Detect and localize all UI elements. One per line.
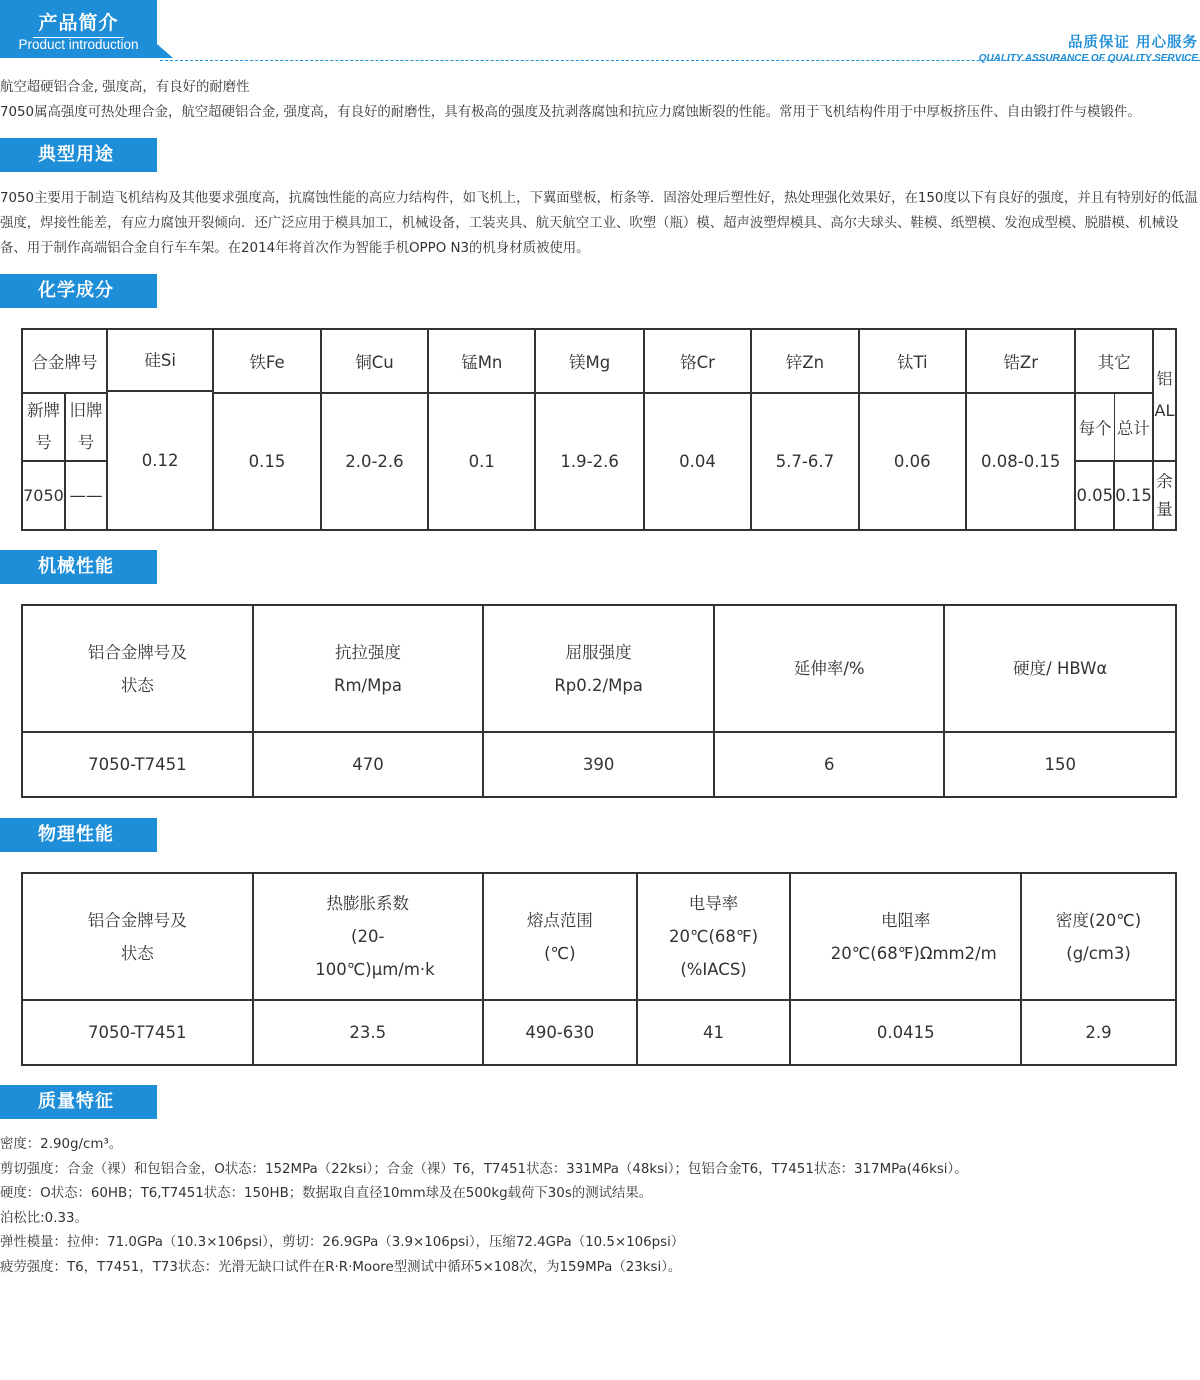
element-zr: 锆Zr [966,329,1075,393]
al-header: 铝AL [1153,329,1176,461]
value-fe: 0.15 [213,393,320,530]
value-cr: 0.04 [644,393,751,530]
chem-table [21,328,1177,531]
phys-value-expansion: 23.5 [253,1000,483,1065]
value-si: 0.12 [141,451,179,470]
element-mn: 锰Mn [428,329,535,393]
other-each-header: 每个 [1075,393,1114,461]
phys-header-expansion: 热膨胀系数(20-100℃)μm/m·k [253,873,483,1000]
phys-value-grade: 7050-T7451 [22,1000,253,1065]
intro-line-2: 7050属高强度可热处理合金，航空超硬铝合金, 强度高，有良好的耐磨性，具有极高的强度及抗剥落腐蚀和抗应力腐蚀断裂的性能。常用于飞机结构件用于中厚板挤压件、自由锻打件与模锻件。 [0,105,1141,120]
section-title-chem: 化学成分 [0,274,157,308]
element-mg: 镁Mg [535,329,643,393]
mech-value-yield: 390 [483,732,714,797]
phys-table [21,872,1177,1066]
other-header: 其它 [1075,329,1153,393]
element-fe: 铁Fe [213,329,320,393]
mech-value-elongation: 6 [714,732,945,797]
title-arrow-decoration [157,44,173,58]
mech-value-hardness: 150 [944,732,1176,797]
element-cr: 铬Cr [644,329,751,393]
intro-title-en: Product introduction [18,37,139,52]
element-ti: 钛Ti [859,329,966,393]
mech-value-grade: 7050-T7451 [22,732,253,797]
other-total-header: 总计 [1114,393,1153,461]
quality-line: 疲劳强度：T6，T7451，T73状态：光滑无缺口试件在R·R·Moore型测试中循环5×108次，为159MPa（23ksi）。 [0,1260,682,1275]
value-zr: 0.08-0.15 [966,393,1075,530]
value-mn: 0.1 [428,393,535,530]
phys-header-conductivity: 电导率20℃(68℉)(%IACS) [637,873,791,1000]
new-grade-header: 新牌号 [22,393,65,461]
mech-header-yield: 屈服强度Rp0.2/Mpa [483,605,714,732]
page-header [0,0,1200,64]
phys-header-melting: 熔点范围(℃) [483,873,637,1000]
grade-value: 7050 [22,461,65,530]
element-cu: 铜Cu [321,329,428,393]
value-mg: 1.9-2.6 [535,393,643,530]
other-each-value: 0.05 [1075,461,1114,530]
element-header [107,329,213,530]
slogan [979,31,1198,64]
phys-header-density: 密度(20℃)(g/cm3) [1021,873,1176,1000]
phys-value-conductivity: 41 [637,1000,791,1065]
mech-header-hardness: 硬度/ HBWα [944,605,1176,732]
other-total-value: 0.15 [1114,461,1153,530]
phys-header-grade: 铝合金牌号及状态 [22,873,253,1000]
intro-title-cn: 产品简介 [0,8,157,35]
mech-header-tensile: 抗拉强度Rm/Mpa [253,605,484,732]
phys-value-resistivity: 0.0415 [790,1000,1021,1065]
quality-line: 硬度：O状态：60HB；T6,T7451状态：150HB；数据取自直径10mm球及在500kg载荷下30s的测试结果。 [0,1186,653,1201]
phys-value-density: 2.9 [1021,1000,1176,1065]
quality-line: 密度：2.90g/cm³。 [0,1137,123,1152]
old-grade-value: —— [65,461,107,530]
mech-header-elongation: 延伸率/% [714,605,945,732]
section-title-usage: 典型用途 [0,138,157,172]
value-ti: 0.06 [859,393,966,530]
slogan-cn: 品质保证 用心服务 [1067,35,1198,51]
mech-value-tensile: 470 [253,732,484,797]
quality-line: 弹性模量：拉伸：71.0GPa（10.3×106psi），剪切：26.9GPa（3.9×106psi），压缩72.4GPa（10.5×106psi） [0,1235,685,1250]
section-title-mech: 机械性能 [0,550,157,584]
slogan-en: QUALITY ASSURANCE OF QUALITY SERVICE [978,53,1198,64]
quality-line: 泊松比:0.33。 [0,1211,88,1226]
value-zn: 5.7-6.7 [751,393,858,530]
mech-table [21,604,1177,798]
section-title-phys: 物理性能 [0,818,157,852]
quality-line: 剪切强度：合金（裸）和包铝合金，O状态：152MPa（22ksi）；合金（裸）T6，T7451状态：331MPa（48ksi）；包铝合金T6，T7451状态：317MPa(46ksi）。 [0,1162,968,1177]
old-grade-header: 旧牌号 [65,393,107,461]
al-value: 余量 [1153,461,1176,530]
element-si: 硅Si [108,330,212,392]
element-zn: 锌Zn [751,329,858,393]
value-cu: 2.0-2.6 [321,393,428,530]
intro-line-1: 航空超硬铝合金, 强度高，有良好的耐磨性 [0,80,250,95]
section-title-quality: 质量特征 [0,1085,157,1119]
grade-header: 合金牌号 [22,329,107,393]
usage-text: 7050主要用于制造飞机结构及其他要求强度高，抗腐蚀性能的高应力结构件，如飞机上，下翼面壁板，桁条等．固溶处理后塑性好，热处理强化效果好，在150度以下有良好的强度，并且有特别好的低温强度，焊接性能差，有应力腐蚀开裂倾向．还广泛应用于模具加工，机械设备，工装夹具、航天航空工业、吹塑（瓶）模、超声波塑焊模具、高尔夫球头、鞋模、纸塑模、发泡成型模、脱腊模、机械设备、用于制作高端铝合金自行车车架。在2014年将首次作为智能手机OPPO N3的机身材质被使用。 [0,191,1198,256]
mech-header-grade: 铝合金牌号及状态 [22,605,253,732]
phys-value-melting: 490-630 [483,1000,637,1065]
phys-header-resistivity: 电阻率20℃(68℉)Ωmm2/m [790,873,1021,1000]
intro-title-box [0,0,157,58]
